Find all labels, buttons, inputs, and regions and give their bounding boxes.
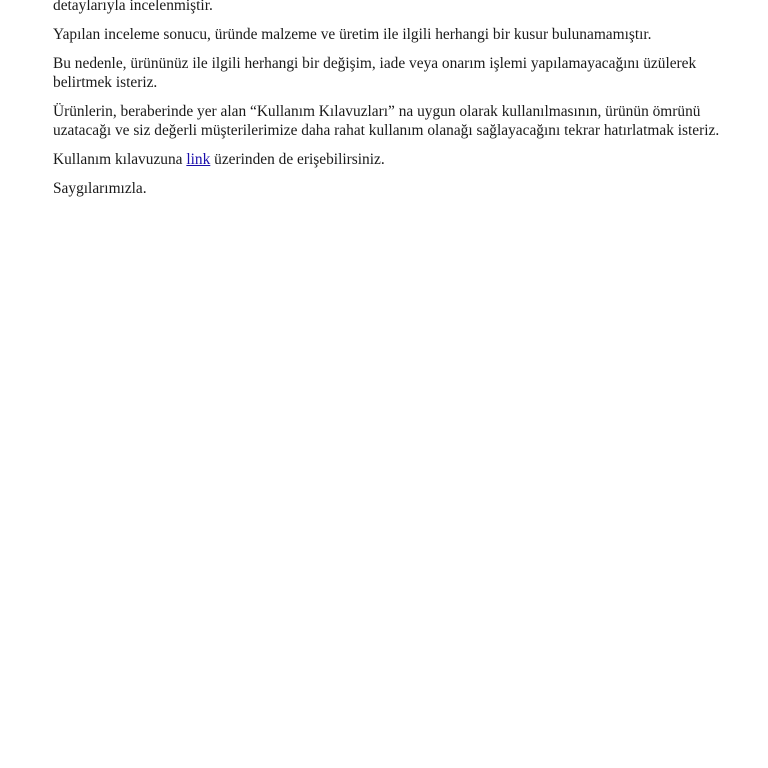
manual-link-suffix: üzerinden de erişebilirsiniz. bbox=[210, 151, 385, 168]
manual-link-prefix: Kullanım kılavuzuna bbox=[53, 151, 187, 168]
paragraph-no-exchange: Bu nedenle, ürününüz ile ilgili herhangi bir değişim, iade veya onarım işlemi yapılamayacağını üzülerek belirtmek isteriz. bbox=[53, 55, 697, 91]
paragraph-user-manual-reminder: Ürünlerin, beraberinde yer alan “Kullanım Kılavuzları” na uygun olarak kullanılmasının, ürünün ömrünü uzatacağı ve siz değerli müşterilerimize daha rahat kullanım olanağı sağlayacağını tekrar hatırlatmak isteriz. bbox=[53, 103, 720, 139]
paragraph-manual-link bbox=[53, 150, 743, 169]
letter-body bbox=[53, 0, 743, 208]
paragraph-inspection-result: Yapılan inceleme sonucu, üründe malzeme ve üretim ile ilgili herhangi bir kusur bulunamamıştır. bbox=[53, 26, 652, 43]
paragraph-detail-review: detaylarıyla incelenmiştir. bbox=[53, 0, 213, 14]
manual-link[interactable]: link bbox=[186, 151, 211, 168]
closing-greeting: Saygılarımızla. bbox=[53, 180, 147, 197]
